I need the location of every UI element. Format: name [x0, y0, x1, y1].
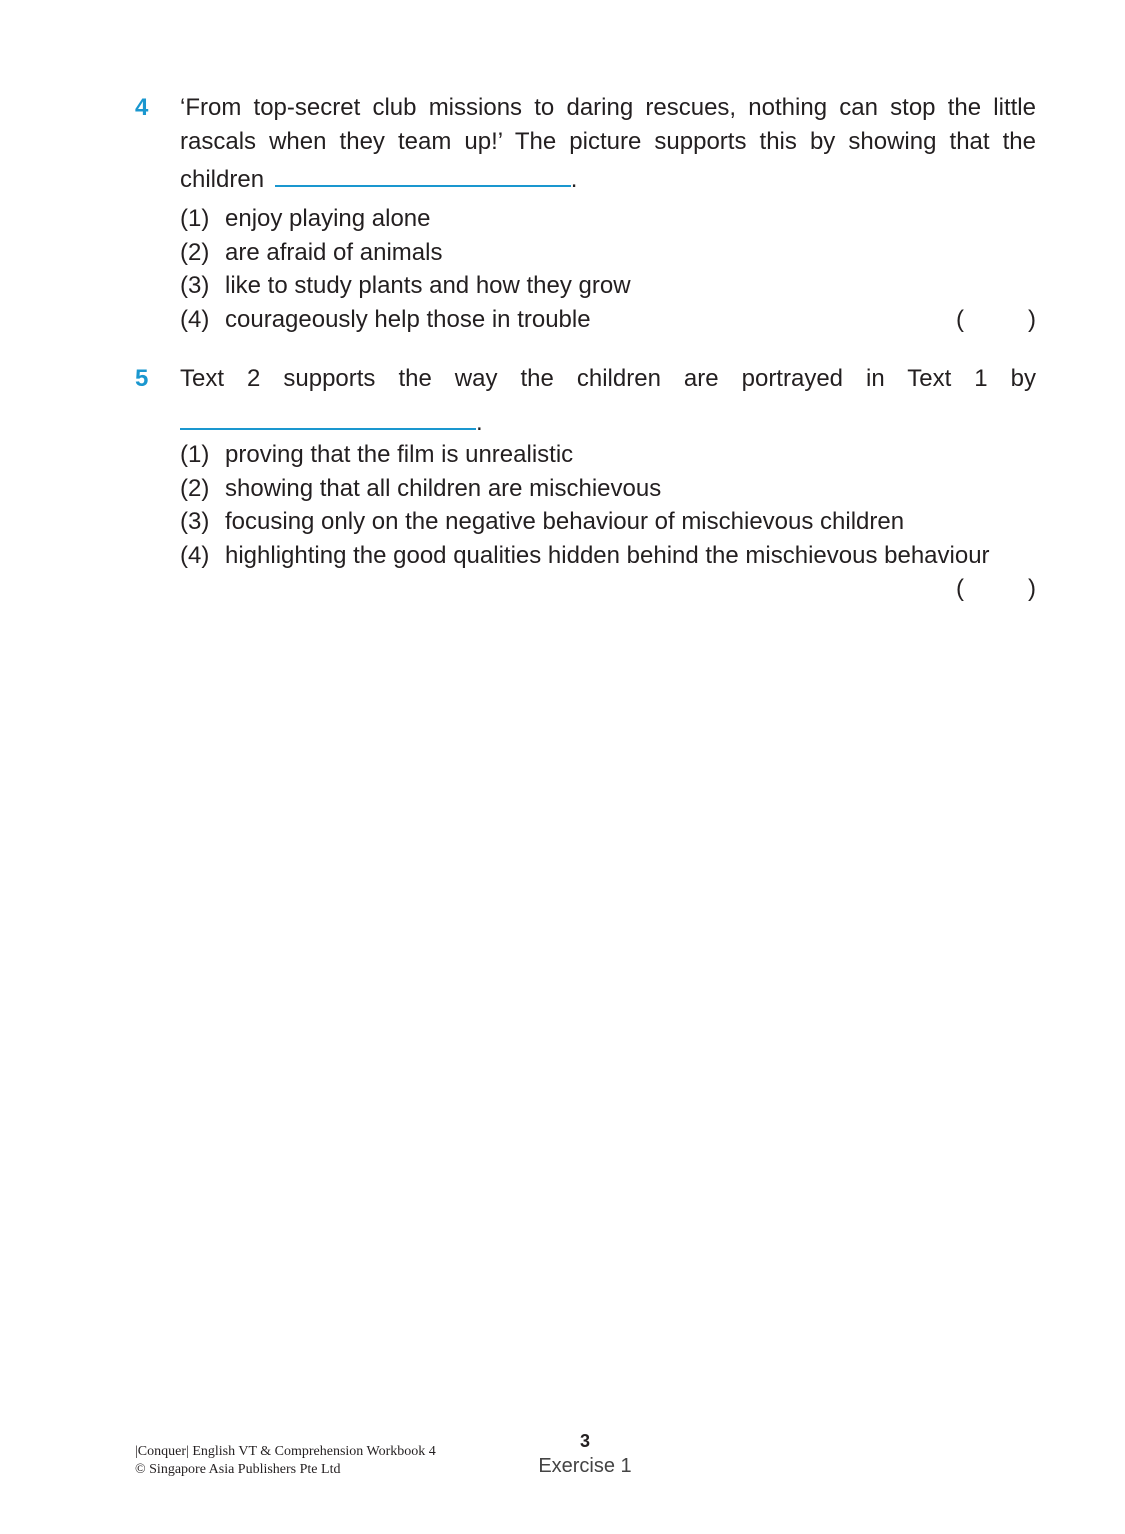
question-number: 5 [135, 365, 149, 392]
option-text: like to study plants and how they grow [225, 272, 631, 299]
option-text: courageously help those in trouble [225, 305, 591, 333]
option-2[interactable] [180, 236, 1036, 270]
options-list [180, 438, 1036, 606]
book-title: |Conquer| English VT & Comprehension Workbook 4 [135, 1444, 436, 1459]
exercise-label: Exercise 1 [538, 1455, 632, 1477]
answer-bracket[interactable] [956, 572, 1036, 606]
bracket-open: ( [956, 305, 964, 333]
option-4[interactable] [180, 303, 1036, 337]
option-text: showing that all children are mischievous [225, 474, 662, 502]
page-number: 3 [579, 1431, 590, 1451]
option-1[interactable] [180, 202, 1036, 236]
option-number: (4) [180, 541, 210, 569]
bracket-open: ( [956, 575, 964, 602]
option-number: (2) [180, 238, 210, 266]
stem-period: . [570, 166, 578, 193]
option-number: (3) [180, 508, 210, 535]
answer-blank[interactable] [275, 159, 571, 187]
question-stem: Text 2 supports the way the children are portrayed in Text 1 by [180, 365, 1036, 392]
option-number: (4) [180, 305, 210, 333]
option-text: highlighting the good qualities hidden behind the mischievous behaviour [225, 541, 990, 569]
option-4[interactable] [180, 539, 1036, 573]
option-number: (1) [180, 441, 210, 468]
option-3[interactable] [180, 505, 1036, 539]
bracket-close: ) [1028, 575, 1036, 602]
option-number: (2) [180, 474, 210, 502]
option-number: (3) [180, 272, 210, 299]
copyright: © Singapore Asia Publishers Pte Ltd [135, 1462, 341, 1477]
question-stem [180, 91, 1036, 197]
bracket-close: ) [1028, 305, 1036, 333]
option-2[interactable] [180, 472, 1036, 506]
question-stem-text: ‘From top-secret club missions to daring rescues, nothing can stop the little rascals when they team up!’ The picture supports this by showing that the children [180, 94, 1036, 193]
stem-period: . [476, 409, 483, 436]
option-text: are afraid of animals [225, 238, 443, 266]
option-number: (1) [180, 205, 210, 232]
answer-blank-line [180, 402, 483, 440]
option-text: enjoy playing alone [225, 205, 431, 232]
option-1[interactable] [180, 438, 1036, 472]
question-number: 4 [135, 94, 149, 121]
option-3[interactable] [180, 269, 1036, 303]
answer-bracket[interactable] [956, 303, 1036, 337]
option-text: focusing only on the negative behaviour of mischievous children [225, 508, 905, 535]
answer-blank[interactable] [180, 402, 476, 430]
options-list [180, 202, 1036, 336]
bracket-row [180, 572, 1036, 606]
option-text: proving that the film is unrealistic [225, 441, 574, 468]
